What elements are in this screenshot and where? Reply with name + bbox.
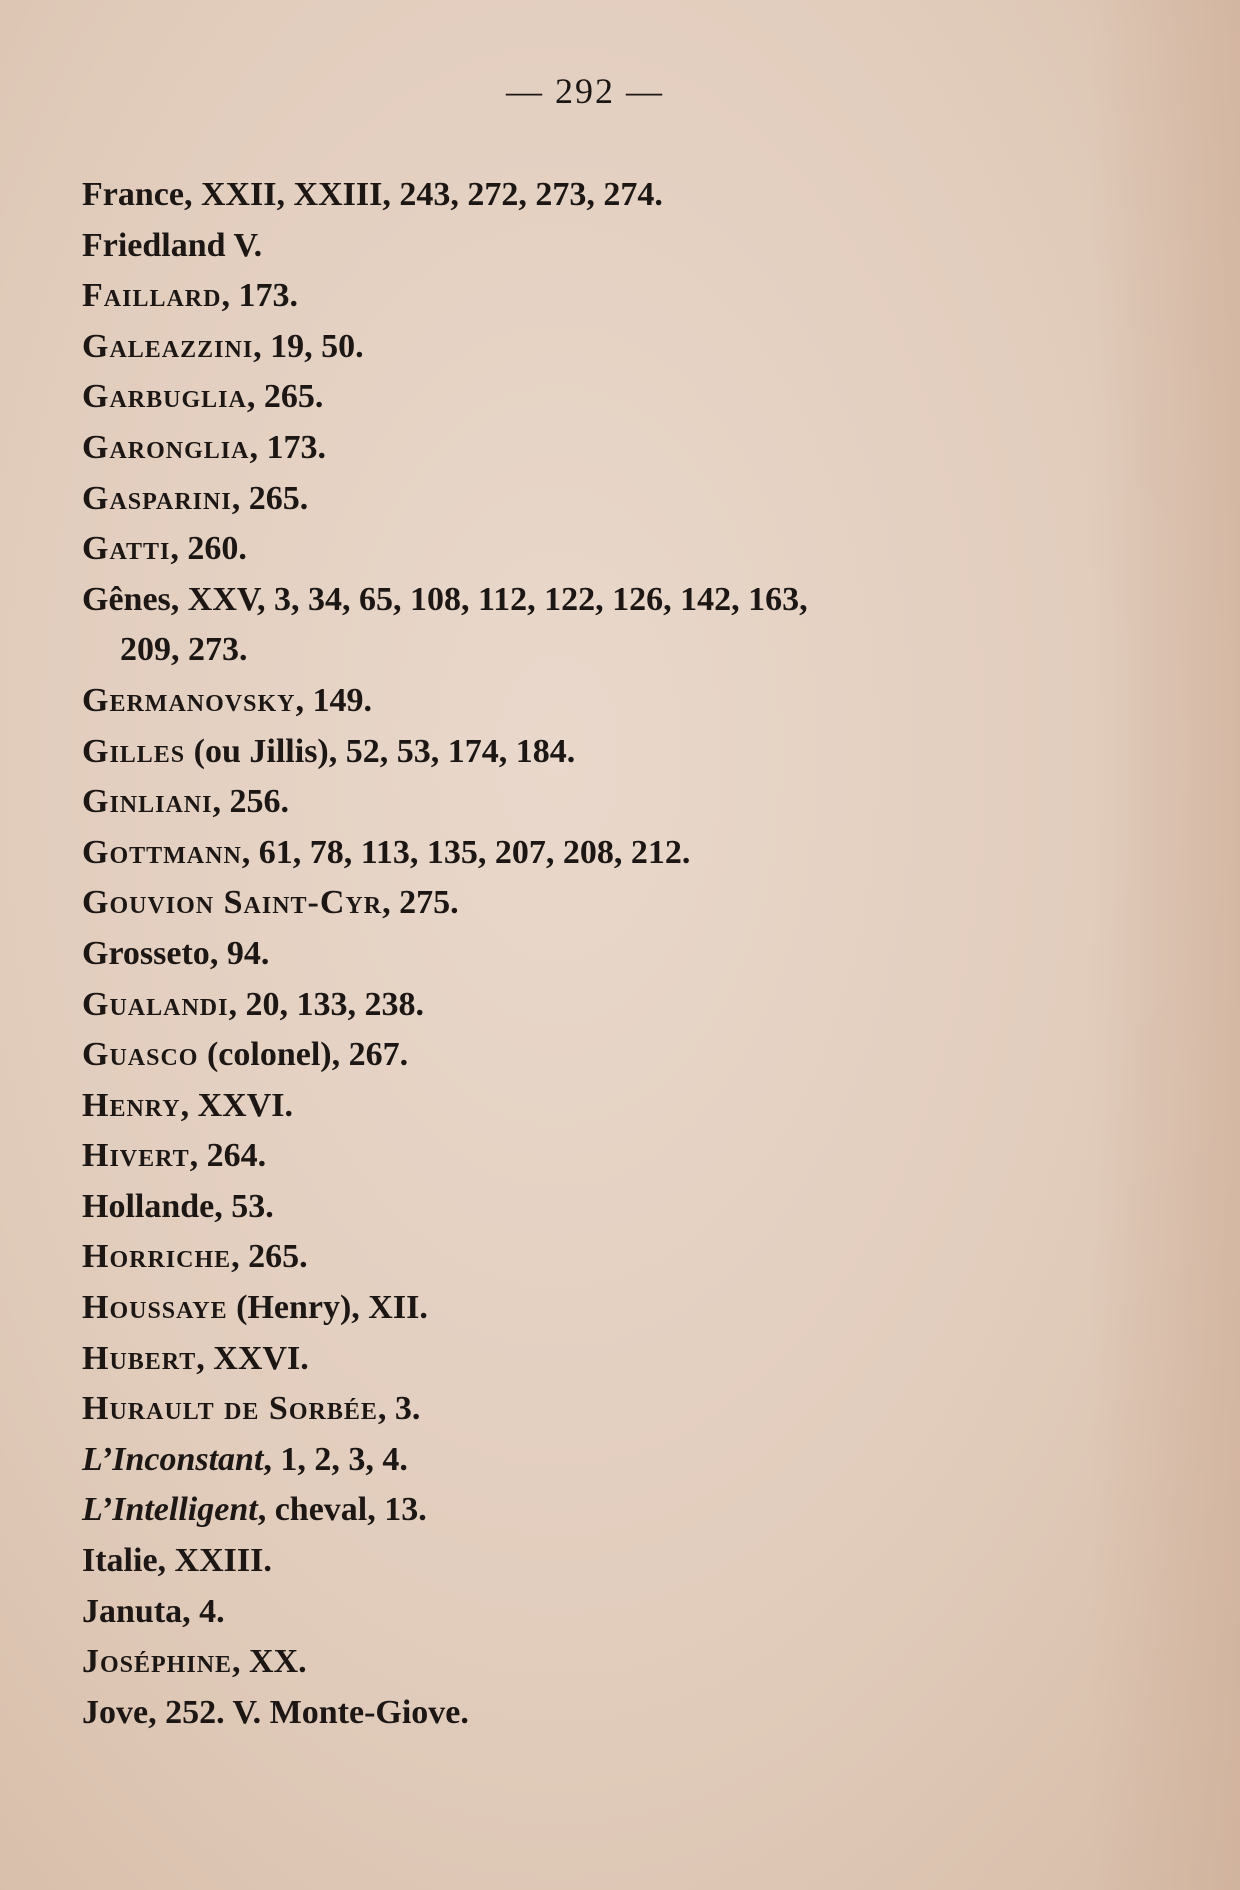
entry-name: Galeazzini: [82, 327, 254, 365]
entry-name: Italie: [82, 1542, 158, 1580]
entry-name: Gilles: [82, 732, 186, 770]
entry-references: 209, 273.: [120, 631, 248, 669]
index-entry: [82, 1587, 1102, 1638]
entry-references: , 20, 133, 238.: [228, 985, 424, 1023]
index-entry: [82, 1384, 1102, 1435]
index-entry: [82, 1131, 1102, 1182]
entry-name: France: [82, 176, 184, 213]
index-entry: [82, 980, 1102, 1031]
entry-name: Henry: [82, 1086, 181, 1124]
entry-name: Hurault de Sorbée: [82, 1390, 378, 1428]
entry-name: Gatti: [82, 530, 171, 568]
entry-name: Houssaye: [82, 1289, 228, 1327]
index-entry: [82, 524, 1102, 575]
index-entry: [82, 1637, 1102, 1688]
entry-references: , 149.: [295, 681, 372, 719]
entry-references: V.: [225, 226, 263, 264]
entry-name: Faillard: [82, 277, 222, 315]
entry-references: , 94.: [209, 934, 270, 972]
entry-name: Gualandi: [82, 985, 229, 1023]
index-entry: [82, 1536, 1102, 1587]
index-entry: [82, 1334, 1102, 1385]
entry-name: L’Inconstant: [82, 1440, 264, 1478]
entry-references: , 265.: [231, 479, 309, 517]
entry-name: Grosseto: [82, 934, 210, 972]
entry-name: L’Intelligent: [82, 1491, 258, 1529]
index-entry: [82, 727, 1102, 778]
index-entry: [82, 1485, 1102, 1536]
page-shadow: [1090, 0, 1240, 1890]
index-entry: [82, 372, 1102, 423]
index-entry: [82, 221, 1102, 272]
entry-references: , 19, 50.: [253, 327, 364, 365]
entry-references: , XXVI.: [180, 1086, 294, 1124]
entry-name: Gasparini: [82, 479, 232, 517]
index-entry: [82, 625, 1102, 676]
index-entry: [82, 1283, 1102, 1334]
entry-references: , cheval, 13.: [257, 1491, 427, 1529]
index-list: [82, 170, 1102, 1738]
index-entry: [82, 929, 1102, 980]
entry-name: Gottmann: [82, 833, 242, 871]
index-entry: [82, 170, 1102, 221]
entry-name: Januta: [82, 1592, 183, 1630]
entry-references: , 265.: [231, 1238, 308, 1276]
entry-name: Joséphine: [82, 1643, 233, 1681]
index-entry: [82, 271, 1102, 322]
index-entry: [82, 1081, 1102, 1132]
entry-name: Garonglia: [82, 428, 250, 466]
entry-references: , XX.: [232, 1643, 307, 1681]
index-entry: [82, 1435, 1102, 1486]
entry-name: Hubert: [82, 1339, 197, 1377]
entry-references: , XXV, 3, 34, 65, 108, 112, 122, 126, 142, 163,: [170, 580, 808, 618]
entry-references: (ou Jillis), 52, 53, 174, 184.: [185, 732, 576, 770]
entry-name: Garbuglia: [82, 378, 247, 416]
entry-references: , XXVI.: [196, 1339, 309, 1377]
index-entry: [82, 828, 1102, 879]
entry-references: , 1, 2, 3, 4.: [263, 1440, 408, 1478]
entry-references: , 252. V. Monte-Giove.: [148, 1693, 469, 1731]
entry-name: Hivert: [82, 1137, 190, 1175]
entry-references: , XXIII.: [157, 1542, 272, 1580]
entry-name: Germanovsky: [82, 681, 296, 719]
entry-name: Guasco: [82, 1036, 199, 1074]
entry-references: , 173.: [249, 428, 326, 466]
entry-references: , 275.: [382, 884, 459, 922]
index-entry: [82, 878, 1102, 929]
entry-references: , 3.: [377, 1390, 421, 1428]
entry-references: , 173.: [221, 277, 298, 315]
entry-references: , 61, 78, 113, 135, 207, 208, 212.: [241, 833, 691, 871]
index-entry: [82, 474, 1102, 525]
index-entry: [82, 777, 1102, 828]
page-number: — 292 —: [506, 71, 664, 111]
index-entry: [82, 1232, 1102, 1283]
entry-name: Jove: [82, 1693, 149, 1731]
index-entry: [82, 1030, 1102, 1081]
entry-name: Friedland: [82, 226, 226, 264]
entry-references: (Henry), XII.: [227, 1289, 428, 1327]
entry-references: , 260.: [170, 530, 247, 568]
entry-name: Horriche: [82, 1238, 232, 1276]
entry-references: , 264.: [189, 1137, 267, 1175]
entry-references: , 4.: [182, 1592, 225, 1630]
entry-references: , 265.: [246, 378, 324, 416]
index-entry: [82, 322, 1102, 373]
entry-name: Ginliani: [82, 783, 213, 821]
entry-references: , XXII, XXIII, 243, 272, 273, 274.: [183, 176, 663, 213]
index-entry: [82, 1688, 1102, 1739]
entry-references: , 256.: [212, 783, 289, 821]
entry-name: Gouvion Saint-Cyr: [82, 884, 383, 922]
index-entry: [82, 676, 1102, 727]
entry-name: Gênes: [82, 580, 171, 618]
entry-references: , 53.: [214, 1187, 274, 1225]
index-entry: [82, 423, 1102, 474]
index-entry: [82, 575, 1102, 626]
entry-references: (colonel), 267.: [198, 1036, 409, 1074]
entry-name: Hollande: [82, 1187, 215, 1225]
index-entry: [82, 1182, 1102, 1233]
